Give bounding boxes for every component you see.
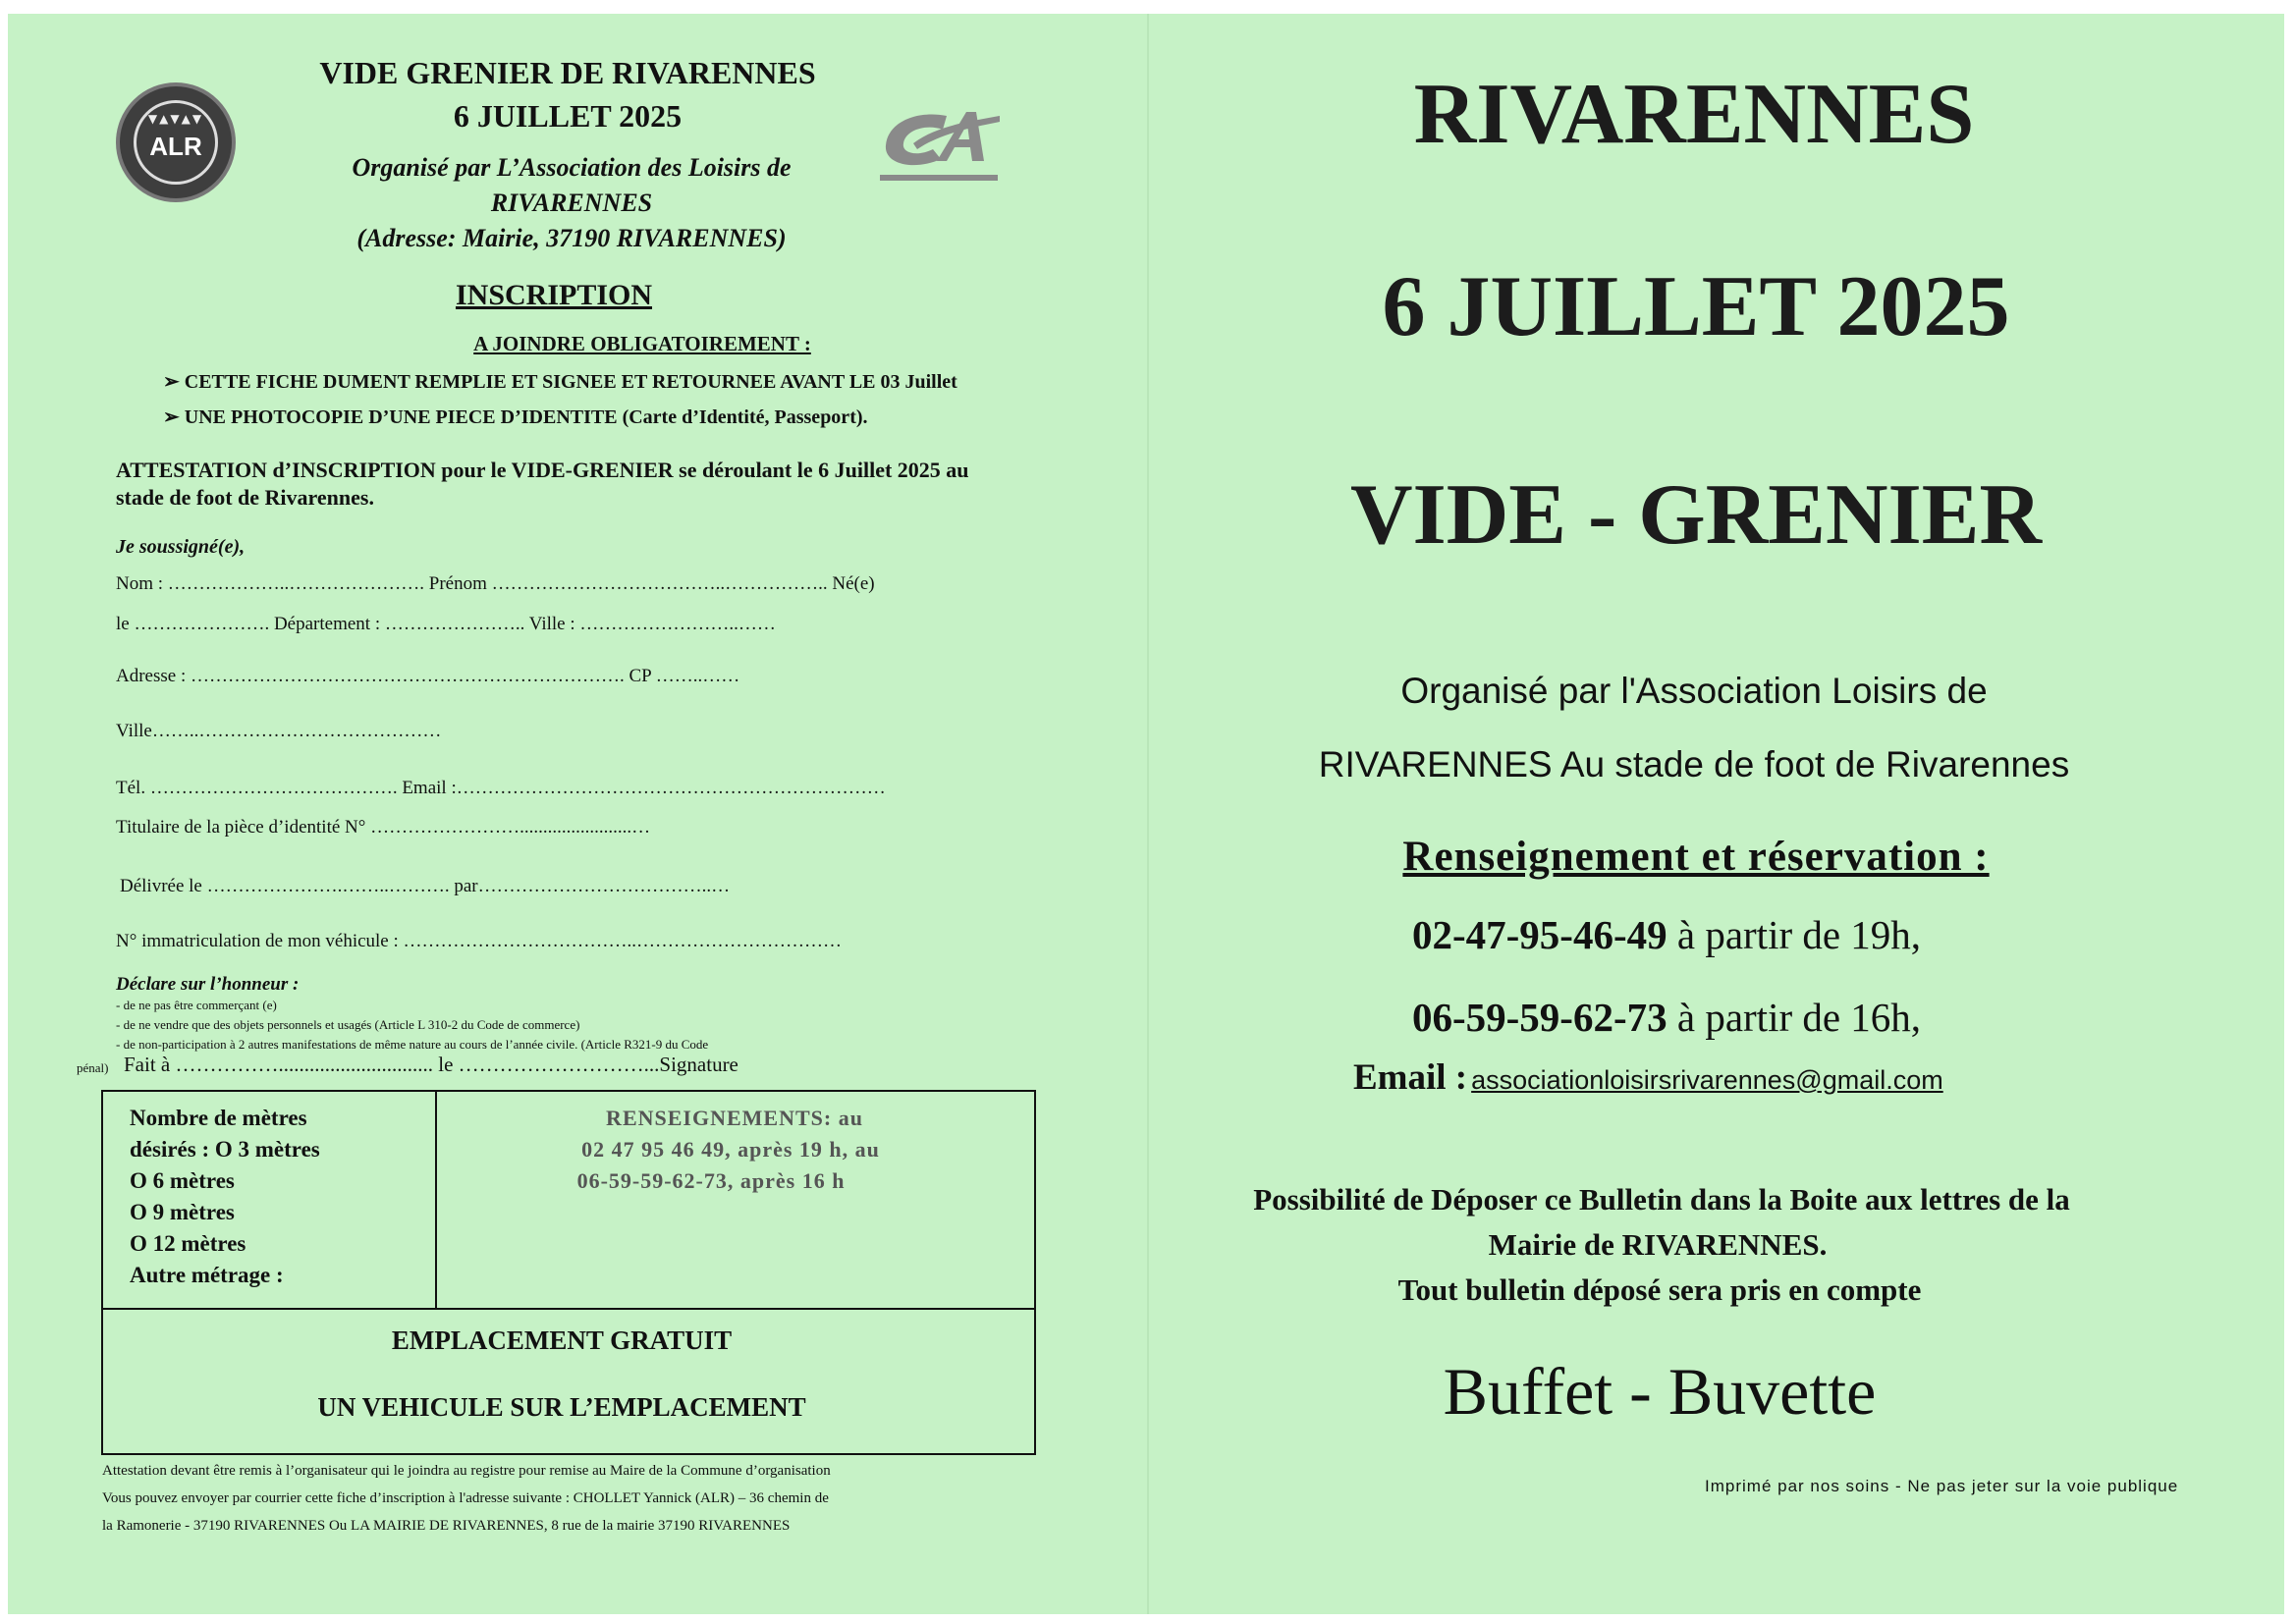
bullet-2-text: UNE PHOTOCOPIE D’UNE PIECE D’IDENTITE (Carte d’Identité, Passeport). [184,406,868,428]
email-link[interactable]: associationloisirsrivarennes@gmail.com [1471,1065,1943,1095]
credit-agricole-logo [878,102,1002,187]
field-delivree[interactable]: Délivrée le ………………….……..………. par………………………………..… [120,876,731,896]
phone-line-2 [1412,994,1921,1041]
honneur-penal: pénal) [77,1060,109,1075]
field-ville[interactable]: Ville……..………………………………… [116,721,442,741]
joindre-heading: A JOINDRE OBLIGATOIREMENT : [473,332,811,355]
field-adresse-cp[interactable]: Adresse : ……………………………………………………………. CP ……..…… [116,666,740,686]
metres-label: Nombre de mètres [130,1106,307,1130]
honneur-heading: Déclare sur l’honneur : [116,974,300,995]
honneur-item-2: - de ne vendre que des objets personnels et usagés (Article L 310-2 du Code de commerce) [116,1017,580,1032]
metres-option-3[interactable]: désirés : O 3 mètres [130,1137,320,1162]
metres-option-9[interactable]: O 9 mètres [130,1200,235,1224]
field-immatriculation[interactable]: N° immatriculation de mon véhicule : ………………………………..…………………………… [116,931,843,951]
bullet-1 [163,369,957,394]
email-line [1353,1056,1943,1099]
right-org-line2: RIVARENNES Au stade de foot de Rivarennes [1318,744,2070,784]
attestation-line1: ATTESTATION d’INSCRIPTION pour le VIDE-GRENIER se déroulant le 6 Juillet 2025 au [116,458,969,482]
renseignements-line2: 02 47 95 46 49, après 19 h, au [581,1137,880,1162]
bullet-2 [163,405,868,429]
honneur-item-1: - de ne pas être commerçant (e) [116,998,277,1012]
footer-line2: Vous pouvez envoyer par courrier cette fiche d’inscription à l'adresse suivante : CHOLLET Yannick (ALR) – 36 chemin de [102,1490,829,1506]
honneur-item-3: - de non-participation à 2 autres manifestations de même nature au cours de l’année civile. (Article R321-9 du Code [116,1037,709,1052]
left-org-line3: (Adresse: Mairie, 37190 RIVARENNES) [356,224,787,252]
right-org-line1: Organisé par l'Association Loisirs de [1400,671,1988,711]
bunting-icon: ▼▲▼▲▼ [147,112,204,126]
field-tel-email[interactable]: Tél. …………………………………. Email :…………………………………………………………… [116,778,886,798]
right-date: 6 JUILLET 2025 [1382,259,2010,354]
fait-a-signature[interactable]: Fait à …………….............................. le ………………………...Signature [124,1053,738,1076]
alr-logo [116,82,236,202]
renseignements-line1: RENSEIGNEMENTS: au [606,1106,863,1130]
footer-line1: Attestation devant être remis à l’organisateur qui le joindra au registre pour remise au Maire de la Commune d’organisation [102,1463,831,1479]
fold-line [1147,14,1149,1614]
right-event: VIDE - GRENIER [1349,467,2043,563]
left-org-line1: Organisé par L’Association des Loisirs de [352,153,792,182]
left-date: 6 JUILLET 2025 [453,98,683,134]
arrow-bullet-icon: ➢ [163,371,185,393]
soussigne-label: Je soussigné(e), [116,536,246,558]
renseignement-heading: Renseignement et réservation : [1402,834,1990,880]
footer-line3: la Ramonerie - 37190 RIVARENNES Ou LA MAIRIE DE RIVARENNES, 8 rue de la mairie 37190 RIVARENNES [102,1518,791,1534]
depot-line2: Mairie de RIVARENNES. [1488,1227,1828,1262]
phone-line-1 [1412,911,1921,958]
bullet-1-text: CETTE FICHE DUMENT REMPLIE ET SIGNEE ET RETOURNEE AVANT LE 03 Juillet [184,371,957,393]
field-nom-prenom[interactable]: Nom : ………………..…………………. Prénom ………………………………..…………….. Né(e) [116,573,875,594]
phone-1-suffix: à partir de 19h, [1676,912,1922,957]
inscription-heading: INSCRIPTION [455,279,653,311]
metres-autre[interactable]: Autre métrage : [130,1263,284,1287]
depot-line1: Possibilité de Déposer ce Bulletin dans la Boite aux lettres de la [1253,1182,2070,1217]
phone-1[interactable]: 02-47-95-46-49 [1412,912,1667,957]
metres-option-12[interactable]: O 12 mètres [130,1231,246,1256]
imprime-note: Imprimé par nos soins - Ne pas jeter sur la voie publique [1705,1477,2179,1495]
arrow-bullet-icon: ➢ [163,406,185,428]
alr-logo-text: ALR [149,132,202,161]
depot-line3: Tout bulletin déposé sera pris en compte [1397,1272,1922,1307]
right-title: RIVARENNES [1413,67,1975,162]
renseignements-line3: 06-59-59-62-73, après 16 h [576,1168,846,1193]
phone-2-suffix: à partir de 16h, [1676,995,1922,1040]
box-divider [435,1090,437,1310]
emplacement-gratuit: EMPLACEMENT GRATUIT [391,1325,733,1355]
vehicule-emplacement: UN VEHICULE SUR L’EMPLACEMENT [317,1392,806,1422]
field-departement-ville[interactable]: le …………………. Département : ………………….. Ville : ……………………..…… [116,614,776,634]
phone-2[interactable]: 06-59-59-62-73 [1412,995,1667,1040]
left-org-line2: RIVARENNES [490,189,653,217]
attestation-line2: stade de foot de Rivarennes. [116,485,374,510]
field-piece-identite[interactable]: Titulaire de la pièce d’identité N° ……………………........................… [116,817,651,838]
buffet-buvette: Buffet - Buvette [1443,1354,1877,1429]
metres-option-6[interactable]: O 6 mètres [130,1168,235,1193]
left-title: VIDE GRENIER DE RIVARENNES [319,55,816,90]
email-label: Email : [1353,1057,1468,1098]
